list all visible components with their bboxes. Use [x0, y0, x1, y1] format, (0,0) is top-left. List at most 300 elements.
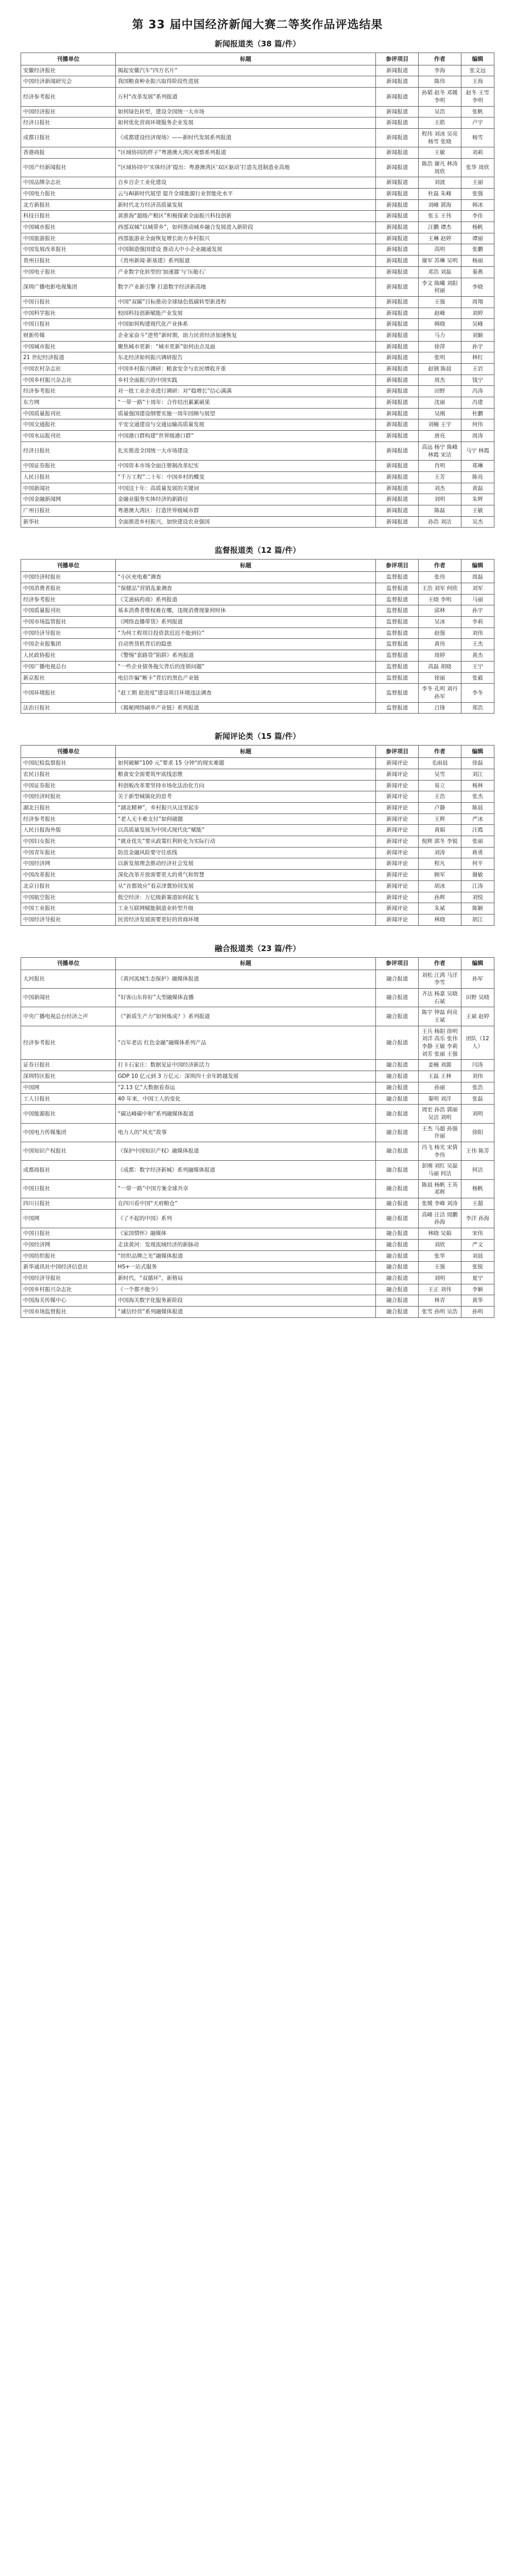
cell-unit: 中国消费者报社 — [21, 583, 116, 595]
cell-editor: 王斌 赵婷 — [461, 1007, 494, 1026]
cell-title: 以高质量发展为中国式现代化“赋能” — [115, 825, 375, 836]
award-section — [21, 39, 494, 528]
column-header: 参评项目 — [376, 957, 419, 970]
cell-author: 顾军 — [418, 870, 461, 881]
table-row — [21, 1209, 494, 1228]
cell-category: 融合报道 — [376, 1179, 419, 1198]
table-row — [21, 1198, 494, 1210]
cell-title: 40 年来，中国工人的变化 — [115, 1093, 375, 1105]
cell-editor: 杜鹏 — [461, 408, 494, 419]
cell-category: 新闻报道 — [376, 483, 419, 494]
cell-editor: 郑琳 — [461, 461, 494, 472]
cell-title: 西部双城“以城带乡”，如何推动城乡融合发展进入新阶段 — [115, 222, 375, 233]
cell-category: 新闻报道 — [376, 211, 419, 222]
table-row — [21, 702, 494, 714]
table-row — [21, 758, 494, 769]
cell-editor: 张强 — [461, 189, 494, 200]
cell-editor: 刘军 — [461, 583, 494, 595]
cell-editor: 王伟 陈芳 — [461, 1142, 494, 1160]
cell-category: 监督报道 — [376, 617, 419, 628]
cell-category: 新闻评论 — [376, 903, 419, 914]
cell-editor: 王敏 — [461, 505, 494, 516]
cell-author: 王杰 马超 孙强 许丽 — [418, 1123, 461, 1142]
cell-title: 产业数字化转型的‘加速器’与‘压舱石’ — [115, 266, 375, 278]
award-section — [21, 545, 494, 714]
cell-author: 张玉 王伟 — [418, 211, 461, 222]
table-row — [21, 769, 494, 780]
cell-editor: 卢宇 — [461, 117, 494, 129]
cell-author: 刘松 江鸿 马洋 李雪 — [418, 970, 461, 988]
cell-title: 黄淮海“超级产粮区”积极探索全面振兴科技创新 — [115, 211, 375, 222]
cell-category: 新闻评论 — [376, 803, 419, 814]
cell-category: 新闻评论 — [376, 914, 419, 925]
cell-author: 卢静 — [418, 803, 461, 814]
cell-category: 新闻报道 — [376, 233, 419, 244]
cell-category: 新闻评论 — [376, 870, 419, 881]
cell-category: 新闻报道 — [376, 505, 419, 516]
cell-category: 监督报道 — [376, 572, 419, 583]
table-row — [21, 1295, 494, 1307]
cell-author: 李海 — [418, 65, 461, 76]
cell-title: 《警惕“套路贷”陷阱》系列报道 — [115, 650, 375, 662]
cell-editor: 王丽 — [461, 177, 494, 189]
cell-author: 吴雪 — [418, 769, 461, 780]
cell-unit: 工人日报社 — [21, 1093, 116, 1105]
table-row — [21, 970, 494, 988]
table-row — [21, 65, 494, 76]
cell-author: 姜楠 刘源 — [418, 1060, 461, 1071]
cell-title: HS+一站式服务 — [115, 1262, 375, 1273]
table-row — [21, 158, 494, 177]
cell-title: “区域协同中‘实体经济’提出：粤港澳湾区‘双区驱动’打造先进制造业高地 — [115, 158, 375, 177]
cell-unit: 中国纪检监察报社 — [21, 758, 116, 769]
cell-title: 基本消费者维权难在哪，违规消费现象何时休 — [115, 605, 375, 617]
cell-unit: 香港商报 — [21, 147, 116, 159]
cell-title: 全面推进乡村振兴，加快建设农业强国 — [115, 516, 375, 528]
cell-author: 唐亮 — [418, 431, 461, 442]
table-row — [21, 117, 494, 129]
cell-editor: 杨丽 — [461, 256, 494, 267]
cell-author: 张华 — [418, 1250, 461, 1262]
column-header: 编辑 — [461, 53, 494, 65]
cell-author: 陈伟 — [418, 76, 461, 88]
table-row — [21, 352, 494, 364]
cell-category: 新闻报道 — [376, 65, 419, 76]
column-header: 标题 — [115, 560, 375, 572]
cell-unit: 经济日报社 — [21, 117, 116, 129]
cell-author: 周杰 — [418, 375, 461, 386]
cell-title: “好客山东你好”大型融媒体直播 — [115, 988, 375, 1007]
cell-category: 新闻报道 — [376, 494, 419, 505]
cell-category: 新闻报道 — [376, 471, 419, 483]
cell-editor: 王杰 — [461, 639, 494, 650]
cell-category: 新闻报道 — [376, 128, 419, 147]
cell-author: 刘波 — [418, 177, 461, 189]
cell-title: “2.13 亿”大数据看春运 — [115, 1082, 375, 1093]
cell-author: 田野 — [418, 386, 461, 397]
table-row — [21, 419, 494, 431]
table-row — [21, 278, 494, 296]
cell-unit: 经济参考报社 — [21, 594, 116, 605]
cell-unit: 中国证券报社 — [21, 780, 116, 791]
cell-author: 邓浩 刘磊 — [418, 266, 461, 278]
table-row — [21, 1123, 494, 1142]
cell-category: 新闻报道 — [376, 244, 419, 256]
cell-category: 融合报道 — [376, 1007, 419, 1026]
cell-title: “碳达峰碳中和”系列融媒体报道 — [115, 1105, 375, 1123]
cell-title: 中国这十年：高质量发展的关键词 — [115, 483, 375, 494]
cell-editor: 马宁 林霞 — [461, 442, 494, 460]
table-row — [21, 88, 494, 106]
cell-category: 监督报道 — [376, 702, 419, 714]
cell-editor: 吴杰 — [461, 516, 494, 528]
cell-unit: 中国金融新闻网 — [21, 494, 116, 505]
cell-editor: 刘伟 — [461, 628, 494, 639]
table-row — [21, 256, 494, 267]
cell-editor: 秦燕 — [461, 266, 494, 278]
cell-title: 如何破解“100 元”要求 15 分钟“的现实难题 — [115, 758, 375, 769]
cell-editor: 严冰 — [461, 814, 494, 825]
cell-editor: 孙军 — [461, 970, 494, 988]
table-row — [21, 386, 494, 397]
cell-unit: 中国知识产权报社 — [21, 1142, 116, 1160]
cell-editor: 杨雪 — [461, 128, 494, 147]
column-header: 作者 — [418, 745, 461, 758]
cell-editor: 王超 — [461, 1198, 494, 1210]
table-row — [21, 870, 494, 881]
cell-editor: 张华 周欣 — [461, 158, 494, 177]
cell-unit: 中国改革报社 — [21, 870, 116, 881]
cell-title: “百年老店 红色金融”融媒体系列产品 — [115, 1026, 375, 1060]
cell-editor: 王海 — [461, 76, 494, 88]
table-row — [21, 858, 494, 870]
cell-title: 《一个都不能少》 — [115, 1284, 375, 1295]
cell-editor: 陈颖 — [461, 903, 494, 914]
cell-unit: 21 世纪经济报道 — [21, 352, 116, 364]
cell-author: 赵钢 陈晨 — [418, 364, 461, 375]
cell-title: 我国粮食种业振兴取得阶段性进展 — [115, 76, 375, 88]
cell-editor: 蒋勇 — [461, 847, 494, 858]
cell-unit: 中国城市报社 — [21, 341, 116, 352]
cell-unit: 中国经济时报社 — [21, 572, 116, 583]
cell-unit: 中国海关传媒中心 — [21, 1295, 116, 1307]
cell-editor: 谭丽 — [461, 233, 494, 244]
table-row — [21, 244, 494, 256]
cell-unit: 中国日报社 — [21, 319, 116, 330]
cell-author: 高远 杨宁 陈峰 林霞 宋洁 — [418, 442, 461, 460]
cell-category: 融合报道 — [376, 1295, 419, 1307]
table-row — [21, 583, 494, 595]
cell-category: 新闻报道 — [376, 117, 419, 129]
cell-unit: 中央广播电视总台经济之声 — [21, 1007, 116, 1026]
cell-unit: 深圳特区报社 — [21, 1071, 116, 1082]
cell-editor: 杨帆 — [461, 1179, 494, 1198]
cell-title: 电力人的“风光”故事 — [115, 1123, 375, 1142]
cell-unit: 四川日报社 — [21, 1198, 116, 1210]
cell-unit: 中国证券报社 — [21, 461, 116, 472]
table-row — [21, 431, 494, 442]
cell-editor: 孙宇 — [461, 341, 494, 352]
table-row — [21, 1093, 494, 1105]
cell-author: 黄伟 — [418, 639, 461, 650]
table-row — [21, 330, 494, 341]
cell-unit: 中国农村杂志社 — [21, 364, 116, 375]
cell-author: 徐丽 — [418, 672, 461, 684]
cell-category: 新闻报道 — [376, 266, 419, 278]
cell-author: 林青 — [418, 1295, 461, 1307]
table-header-row — [21, 745, 494, 758]
cell-title: 粤港澳大湾区：打造世界级城市群 — [115, 505, 375, 516]
cell-category: 新闻评论 — [376, 847, 419, 858]
cell-unit: 大河报社 — [21, 970, 116, 988]
cell-editor: 何伟 — [461, 419, 494, 431]
cell-title: 《成都：数字经济新城》系列融媒体报道 — [115, 1161, 375, 1179]
cell-author: 孙丽 — [418, 1082, 461, 1093]
cell-title: 平安交通建设与交通运输高质量发展 — [115, 419, 375, 431]
cell-category: 监督报道 — [376, 583, 419, 595]
cell-title: 关于新型城镇化的思考 — [115, 791, 375, 803]
cell-author: 陈宇 钟磊 何亮 王斌 — [418, 1007, 461, 1026]
cell-unit: 中国质量报刊社 — [21, 605, 116, 617]
table-row — [21, 128, 494, 147]
page-title: 第 33 届中国经济新闻大赛二等奖作品评选结果 — [132, 19, 383, 31]
table-row — [21, 1262, 494, 1273]
cell-title: 《网络直播带货》系列报道 — [115, 617, 375, 628]
cell-title: 中国制造强国建设 推动大中小企业融通发展 — [115, 244, 375, 256]
cell-title: 工业互联网赋能制造业转型升级 — [115, 903, 375, 914]
cell-author: 程伟 刘冰 吴亮 杨雪 张晓 — [418, 128, 461, 147]
cell-category: 融合报道 — [376, 1060, 419, 1071]
cell-unit: 中国电子报社 — [21, 266, 116, 278]
cell-unit: 中国电力传媒集团 — [21, 1123, 116, 1142]
cell-category: 新闻报道 — [376, 296, 419, 308]
cell-unit: 人民日报社 — [21, 471, 116, 483]
cell-category: 新闻报道 — [376, 158, 419, 177]
cell-category: 新闻报道 — [376, 386, 419, 397]
cell-title: 从“首都效应”看京津冀协同发展 — [115, 880, 375, 892]
cell-title: “一带一路”十周年：合作结出累累硕果 — [115, 397, 375, 409]
cell-unit: 东方网 — [21, 397, 116, 409]
cell-title: 《黄河流域生态保护》融媒体报道 — [115, 970, 375, 988]
cell-title: 云与AI新时代展望 提升全球能源行业智能化水平 — [115, 189, 375, 200]
cell-unit: 农民日报社 — [21, 769, 116, 780]
column-header: 编辑 — [461, 745, 494, 758]
cell-unit: 中国经济导报社 — [21, 628, 116, 639]
cell-title: 打卡石家庄：数据见证中国经济新活力 — [115, 1060, 375, 1071]
cell-author: 高峰 汪洁 周鹏 孙海 — [418, 1209, 461, 1228]
cell-title: 防范金融风险要守住底线 — [115, 847, 375, 858]
cell-unit: 中国广播电视总台 — [21, 661, 116, 672]
table-row — [21, 266, 494, 278]
cell-author: 高明 — [418, 244, 461, 256]
cell-title: 《成都建设经济现场》——新时代发展系列报道 — [115, 128, 375, 147]
cell-title: 《家国情怀》融媒体 — [115, 1228, 375, 1240]
cell-editor: 李冬 — [461, 684, 494, 702]
cell-author: 朱斌 — [418, 903, 461, 914]
cell-author: 肖明 — [418, 461, 461, 472]
cell-category: 新闻报道 — [376, 341, 419, 352]
cell-unit: 中国旅游报社 — [21, 233, 116, 244]
cell-title: 如何优化营商环境服务企业发展 — [115, 117, 375, 129]
cell-editor: 刘婷 — [461, 308, 494, 319]
cell-editor: 张磊 — [461, 1093, 494, 1105]
cell-editor: 周翔 — [461, 296, 494, 308]
table-row — [21, 1273, 494, 1284]
cell-title: 质量强国建设纲要实施一周年回顾与展望 — [115, 408, 375, 419]
cell-title: 低空经济：万亿级新赛道如何起飞 — [115, 892, 375, 903]
cell-unit: 财新传媒 — [21, 330, 116, 341]
cell-category: 新闻评论 — [376, 825, 419, 836]
table-row — [21, 1179, 494, 1198]
cell-unit: 新华社 — [21, 516, 116, 528]
table-row — [21, 825, 494, 836]
cell-unit: 中国航空报社 — [21, 892, 116, 903]
cell-title: 新时代北方经济高质量发展 — [115, 199, 375, 211]
cell-title: “区域协同的样子”粤港澳大湾区观察系列报道 — [115, 147, 375, 159]
column-header: 刊播单位 — [21, 560, 116, 572]
results-table — [21, 53, 494, 528]
table-row — [21, 572, 494, 583]
cell-unit: 经济参考报社 — [21, 1026, 116, 1060]
cell-author: 王敏 — [418, 147, 461, 159]
cell-category: 新闻评论 — [376, 780, 419, 791]
cell-editor: 胡江 — [461, 914, 494, 925]
column-header: 作者 — [418, 560, 461, 572]
cell-editor: 刘晨 — [461, 1250, 494, 1262]
cell-unit: 科技日报社 — [21, 211, 116, 222]
cell-category: 新闻报道 — [376, 419, 419, 431]
cell-category: 监督报道 — [376, 684, 419, 702]
cell-unit: 北方新报社 — [21, 199, 116, 211]
cell-editor: 刘颖 — [461, 330, 494, 341]
cell-unit: 中国发展改革报社 — [21, 244, 116, 256]
cell-editor: 孙明 — [461, 1306, 494, 1317]
cell-author: 黄娟 — [418, 825, 461, 836]
cell-author: 刘杰 — [418, 483, 461, 494]
cell-author: 刘涛 — [418, 847, 461, 858]
cell-editor: 韩冰 — [461, 199, 494, 211]
cell-author: 王兵 杨阳 徐明 刘洋 高乐 张伟 李静 王敏 李莉 刘芳 张丽 王强 — [418, 1026, 461, 1060]
cell-category: 新闻报道 — [376, 442, 419, 460]
column-header: 标题 — [115, 53, 375, 65]
cell-title: 中国海关数字化服务新阶段 — [115, 1295, 375, 1307]
section-title: 新闻评论类（15 篇/件） — [214, 732, 301, 741]
cell-unit: 经济参考报社 — [21, 814, 116, 825]
cell-unit: 中国经济导报社 — [21, 914, 116, 925]
cell-author: 赵强 — [418, 628, 461, 639]
cell-author: 胡冰 — [418, 880, 461, 892]
cell-editor: 张浩 — [461, 1082, 494, 1093]
cell-category: 新闻报道 — [376, 278, 419, 296]
column-header: 刊播单位 — [21, 53, 116, 65]
table-row — [21, 1250, 494, 1262]
cell-category: 新闻报道 — [376, 319, 419, 330]
cell-editor: 宋伟 — [461, 1228, 494, 1240]
table-row — [21, 177, 494, 189]
cell-author: 周宏 孙浩 郭丽 吴洁 刘明 — [418, 1105, 461, 1123]
table-row — [21, 903, 494, 914]
cell-unit: 中国日报社 — [21, 1228, 116, 1240]
cell-editor: 林红 — [461, 352, 494, 364]
cell-author: 王琳 赵婷 — [418, 233, 461, 244]
cell-author: 王浩 刘军 何欣 — [418, 583, 461, 595]
cell-editor: 李晓 — [461, 278, 494, 296]
cell-author: 吴冰 — [418, 617, 461, 628]
cell-category: 融合报道 — [376, 1284, 419, 1295]
cell-category: 监督报道 — [376, 628, 419, 639]
table-row — [21, 803, 494, 814]
cell-title: 电信诈骗“断卡”背后的黑色产业链 — [115, 672, 375, 684]
cell-editor: 徐磊 — [461, 758, 494, 769]
cell-editor: 马丽 — [461, 594, 494, 605]
cell-category: 融合报道 — [376, 988, 419, 1007]
cell-title: 校园科技创新赋能产业发展 — [115, 308, 375, 319]
cell-unit: 中国网 — [21, 1082, 116, 1093]
cell-unit: 中国市场监督报社 — [21, 1306, 116, 1317]
cell-category: 监督报道 — [376, 594, 419, 605]
table-row — [21, 836, 494, 848]
cell-unit: 人民日报海外版 — [21, 825, 116, 836]
cell-author: 张伟 — [418, 572, 461, 583]
table-row — [21, 147, 494, 159]
table-row — [21, 364, 494, 375]
cell-editor: 冯建 — [461, 397, 494, 409]
cell-editor: 杨林 — [461, 780, 494, 791]
cell-unit: 成都商报社 — [21, 1161, 116, 1179]
cell-author: 李文 陈曦 刘阳 何丽 — [418, 278, 461, 296]
table-row — [21, 814, 494, 825]
cell-category: 新闻评论 — [376, 814, 419, 825]
cell-author: 林晓 — [418, 914, 461, 925]
cell-category: 监督报道 — [376, 661, 419, 672]
table-row — [21, 516, 494, 528]
cell-unit: 中国产经新闻报社 — [21, 158, 116, 177]
table-row — [21, 639, 494, 650]
cell-unit: 中国日报社 — [21, 296, 116, 308]
cell-category: 融合报道 — [376, 1093, 419, 1105]
cell-editor: 刘明 — [461, 1105, 494, 1123]
cell-category: 融合报道 — [376, 1142, 419, 1160]
cell-editor: 徐阳 — [461, 1123, 494, 1142]
cell-unit: 中国青年报社 — [21, 847, 116, 858]
cell-unit: 中国新闻社 — [21, 988, 116, 1007]
cell-category: 监督报道 — [376, 650, 419, 662]
cell-category: 新闻评论 — [376, 791, 419, 803]
cell-unit: 中国新闻社 — [21, 483, 116, 494]
cell-unit: 深圳广播电影电视集团 — [21, 278, 116, 296]
cell-author: 王强 — [418, 296, 461, 308]
cell-category: 新闻报道 — [376, 431, 419, 442]
cell-category: 融合报道 — [376, 1082, 419, 1093]
cell-unit: 中国环境报社 — [21, 684, 116, 702]
cell-editor: 汪霞 — [461, 825, 494, 836]
cell-author: 吴浩 — [418, 106, 461, 117]
cell-author: 林晓 吴娟 — [418, 1228, 461, 1240]
cell-author: 陈磊 — [418, 505, 461, 516]
column-header: 刊播单位 — [21, 957, 116, 970]
table-row — [21, 892, 494, 903]
cell-category: 融合报道 — [376, 1105, 419, 1123]
cell-category: 新闻报道 — [376, 397, 419, 409]
column-header: 作者 — [418, 53, 461, 65]
cell-unit: 安徽经济报社 — [21, 65, 116, 76]
cell-author: 陈晨 杨帆 王英 邓辉 — [418, 1179, 461, 1198]
table-row — [21, 661, 494, 672]
cell-title: 《了不起的中国》系列 — [115, 1209, 375, 1228]
column-header: 参评项目 — [376, 53, 419, 65]
column-header: 参评项目 — [376, 745, 419, 758]
table-row — [21, 988, 494, 1007]
